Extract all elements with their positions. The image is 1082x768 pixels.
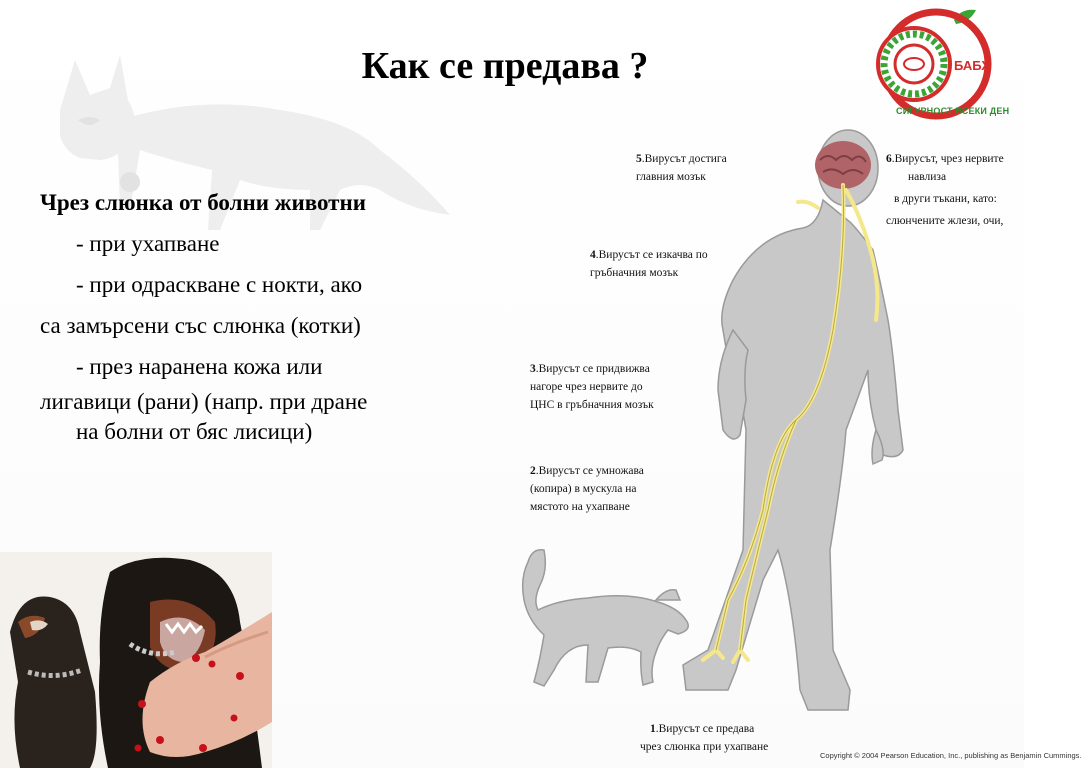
step-1-label <box>640 723 768 753</box>
svg-text:3.Вирусът се придвижва <box>530 363 650 375</box>
step-6-l3: в други тъкани, като: <box>894 193 997 205</box>
svg-text:4.Вирусът се изкачва по <box>590 249 708 261</box>
step-4-l1: .Вирусът се изкачва по <box>595 249 708 261</box>
rottweiler-photo <box>0 552 272 768</box>
step-6-l1: .Вирусът, чрез нервите <box>891 153 1004 165</box>
step-4-l2: гръбначния мозък <box>590 267 679 279</box>
body-line-cats: са замърсени със слюнка (котки) <box>40 313 361 338</box>
svg-text:5.Вирусът достига <box>636 153 727 165</box>
svg-text:6.Вирусът, чрез нервите <box>886 153 1004 165</box>
logo-name: БАБХ <box>954 58 990 73</box>
step-3-l2: нагоре чрез нервите до <box>530 381 643 393</box>
slide-title: Как се предава ? <box>361 45 649 87</box>
step-4-label <box>590 249 708 279</box>
step-2-l3: мястото на ухапване <box>530 501 630 513</box>
rabies-transmission-diagram <box>478 130 1024 768</box>
brain-icon <box>815 141 871 189</box>
step-1-l1: .Вирусът се предава <box>655 723 755 735</box>
body-line-scratch: - при одраскване с нокти, ако <box>76 272 363 297</box>
step-3-l1: .Вирусът се придвижва <box>535 363 650 375</box>
step-1-num: 1 <box>650 723 656 735</box>
body-text <box>40 182 460 447</box>
body-heading: Чрез слюнка от болни животни <box>40 190 366 215</box>
step-2-label <box>530 465 644 513</box>
step-3-num: 3 <box>530 363 536 375</box>
body-line-skin: - през наранена кожа или <box>76 354 323 379</box>
step-5-l1: .Вирусът достига <box>641 153 727 165</box>
logo-tagline: СИГУРНОСТ ВСЕКИ ДЕН <box>896 106 1010 116</box>
step-6-l4: слюнчените жлези, очи, <box>886 215 1004 227</box>
step-3-l3: ЦНС в гръбначния мозък <box>530 399 654 411</box>
step-2-l2: (копира) в мускула на <box>530 483 637 495</box>
step-6-l2: навлиза <box>908 171 947 183</box>
step-4-num: 4 <box>590 249 596 261</box>
body-line-bite: - при ухапване <box>76 231 220 256</box>
step-1-l2: чрез слюнка при ухапване <box>640 741 769 753</box>
body-line-mucosa: лигавици (рани) (напр. при дране <box>40 389 368 414</box>
step-5-num: 5 <box>636 153 642 165</box>
step-6-label <box>886 153 1004 227</box>
step-2-l1: .Вирусът се умножава <box>535 465 644 477</box>
step-5-label <box>636 153 727 183</box>
body-line-foxes: на болни от бяс лисици) <box>76 419 313 444</box>
step-6-num: 6 <box>886 153 892 165</box>
copyright-text: Copyright © 2004 Pearson Education, Inc., publishing as Benjamin Cummings. <box>820 751 1082 760</box>
step-5-l2: главния мозък <box>636 171 706 183</box>
svg-text:1.Вирусът се предава <box>650 723 754 735</box>
step-2-num: 2 <box>530 465 536 477</box>
svg-text:2.Вирусът се умножава <box>530 465 644 477</box>
step-3-label <box>530 363 654 411</box>
